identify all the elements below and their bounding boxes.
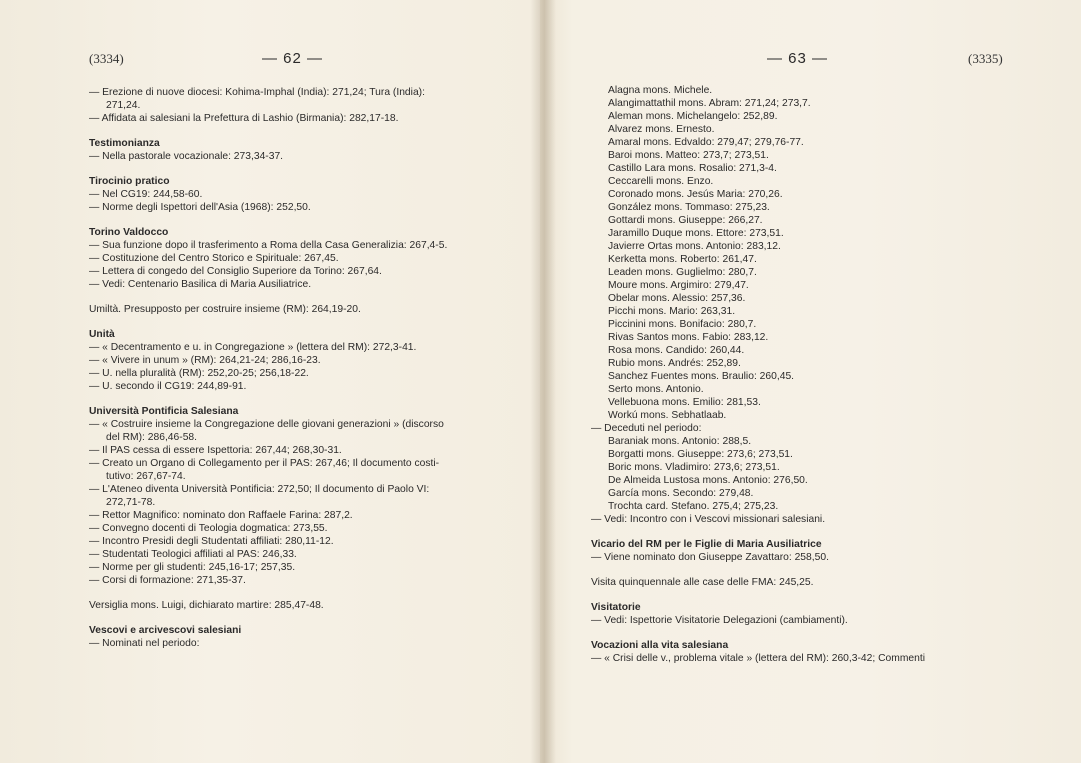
entry-gap [89,163,509,175]
index-line: — Nominati nel periodo: [89,638,200,649]
index-line: Javierre Ortas mons. Antonio: 283,12. [608,241,781,252]
index-line: Workú mons. Sebhatlaab. [608,410,727,421]
index-line: Amaral mons. Edvaldo: 279,47; 279,76-77. [608,137,804,148]
index-line: — Studentati Teologici affiliati al PAS: 246,33. [89,549,297,560]
index-line: Kerketta mons. Roberto: 261,47. [608,254,757,265]
index-line: Rosa mons. Candido: 260,44. [608,345,745,356]
index-line: — Lettera di congedo del Consiglio Superiore da Torino: 267,64. [89,266,382,277]
entry-gap [89,291,509,303]
entry-gap [89,214,509,226]
entry-gap [591,526,1013,538]
index-line: — « Costruire insieme la Congregazione delle giovani generazioni » (discorso [89,419,444,430]
entry-gap [89,612,509,624]
index-line: — Costituzione del Centro Storico e Spirituale: 267,45. [89,253,339,264]
index-heading: Visitatorie [591,602,641,613]
index-line: Boric mons. Vladimiro: 273,6; 273,51. [608,462,780,473]
index-line: Obelar mons. Alessio: 257,36. [608,293,746,304]
entry-gap [89,125,509,137]
left-folio: (3334) [89,51,124,66]
index-line: García mons. Secondo: 279,48. [608,488,754,499]
index-line: — Creato un Organo di Collegamento per il PAS: 267,46; Il documento costi- [89,458,440,469]
index-line: Serto mons. Antonio. [608,384,704,395]
index-heading: Tirocinio pratico [89,176,170,187]
index-line: — L'Ateneo diventa Università Pontificia: 272,50; Il documento di Paolo VI: [89,484,430,495]
index-line: — « Vivere in unum » (RM): 264,21-24; 286,16-23. [89,355,321,366]
left-page [0,0,540,763]
right-index-column [591,84,1013,665]
index-line: — Il PAS cessa di essere Ispettoria: 267,44; 268,30-31. [89,445,342,456]
index-line: De Almeida Lustosa mons. Antonio: 276,50. [608,475,808,486]
index-line: González mons. Tommaso: 275,23. [608,202,770,213]
index-heading: Torino Valdocco [89,227,169,238]
entry-gap [89,587,509,599]
index-line: Ceccarelli mons. Enzo. [608,176,714,187]
index-line: Visita quinquennale alle case delle FMA: 245,25. [591,577,814,588]
index-line: — Viene nominato don Giuseppe Zavattaro: 258,50. [591,552,829,563]
index-line: — Vedi: Ispettorie Visitatorie Delegazioni (cambiamenti). [591,615,848,626]
entry-gap [89,393,509,405]
index-line: Versiglia mons. Luigi, dichiarato martire: 285,47-48. [89,600,324,611]
left-index-column [89,86,509,650]
index-heading: Vicario del RM per le Figlie di Maria Ausiliatrice [591,539,822,550]
index-line: — Affidata ai salesiani la Prefettura di Lashio (Birmania): 282,17-18. [89,113,399,124]
book-gutter [530,0,556,763]
index-heading: Vocazioni alla vita salesiana [591,640,729,651]
entry-gap [591,589,1013,601]
index-line: Moure mons. Argimiro: 279,47. [608,280,749,291]
index-line: del RM): 286,46-58. [106,432,198,443]
index-line: — U. secondo il CG19: 244,89-91. [89,381,247,392]
index-line: Alvarez mons. Ernesto. [608,124,715,135]
index-line: — Rettor Magnifico: nominato don Raffaele Farina: 287,2. [89,510,353,521]
index-line: Coronado mons. Jesús Maria: 270,26. [608,189,783,200]
index-line: — Norme per gli studenti: 245,16-17; 257,35. [89,562,296,573]
index-line: — Nella pastorale vocazionale: 273,34-37. [89,151,284,162]
index-line: — Sua funzione dopo il trasferimento a Roma della Casa Generalizia: 267,4-5. [89,240,448,251]
index-heading: Vescovi e arcivescovi salesiani [89,625,242,636]
index-heading: Università Pontificia Salesiana [89,406,239,417]
index-line: Alagna mons. Michele. [608,85,713,96]
index-line: — Erezione di nuove diocesi: Kohima-Imphal (India): 271,24; Tura (India): [89,87,425,98]
index-line: Picchi mons. Mario: 263,31. [608,306,736,317]
index-line: tutivo: 267,67-74. [106,471,186,482]
index-line: Jaramillo Duque mons. Ettore: 273,51. [608,228,784,239]
entry-gap [591,564,1013,576]
index-line: Rubio mons. Andrés: 252,89. [608,358,741,369]
index-line: Baraniak mons. Antonio: 288,5. [608,436,752,447]
index-line: — Deceduti nel periodo: [591,423,702,434]
index-line: 272,71-78. [106,497,156,508]
right-folio: (3335) [968,51,1003,66]
index-line: — Vedi: Centenario Basilica di Maria Ausiliatrice. [89,279,312,290]
index-line: Alangimattathil mons. Abram: 271,24; 273,7. [608,98,811,109]
index-line: — Incontro Presidi degli Studentati affiliati: 280,11-12. [89,536,334,547]
index-line: Borgatti mons. Giuseppe: 273,6; 273,51. [608,449,793,460]
index-line: — « Crisi delle v., problema vitale » (lettera del RM): 260,3-42; Commenti [591,653,926,664]
index-line: — U. nella pluralità (RM): 252,20-25; 256,18-22. [89,368,309,379]
index-line: — Corsi di formazione: 271,35-37. [89,575,246,586]
index-line: Baroi mons. Matteo: 273,7; 273,51. [608,150,769,161]
index-line: — Norme degli Ispettori dell'Asia (1968): 252,50. [89,202,311,213]
index-line: Aleman mons. Michelangelo: 252,89. [608,111,778,122]
index-line: — « Decentramento e u. in Congregazione » (lettera del RM): 272,3-41. [89,342,417,353]
index-line: Trochta card. Stefano. 275,4; 275,23. [608,501,779,512]
index-heading: Testimonianza [89,138,160,149]
index-line: Vellebuona mons. Emilio: 281,53. [608,397,761,408]
index-line: — Nel CG19: 244,58-60. [89,189,203,200]
entry-gap [89,316,509,328]
index-line: Leaden mons. Guglielmo: 280,7. [608,267,757,278]
index-line: — Vedi: Incontro con i Vescovi missionari salesiani. [591,514,826,525]
index-heading: Unità [89,329,115,340]
index-line: Rivas Santos mons. Fabio: 283,12. [608,332,769,343]
index-line: — Convegno docenti di Teologia dogmatica: 273,55. [89,523,328,534]
index-line: Umiltà. Presupposto per costruire insieme (RM): 264,19-20. [89,304,361,315]
index-line: Sanchez Fuentes mons. Braulio: 260,45. [608,371,795,382]
index-line: Gottardi mons. Giuseppe: 266,27. [608,215,763,226]
entry-gap [591,627,1013,639]
left-page-number: — 62 — [262,50,324,67]
index-line: 271,24. [106,100,141,111]
right-page-number: — 63 — [767,50,829,67]
right-page [540,0,1081,763]
index-line: Piccinini mons. Bonifacio: 280,7. [608,319,757,330]
index-line: Castillo Lara mons. Rosalio: 271,3-4. [608,163,777,174]
